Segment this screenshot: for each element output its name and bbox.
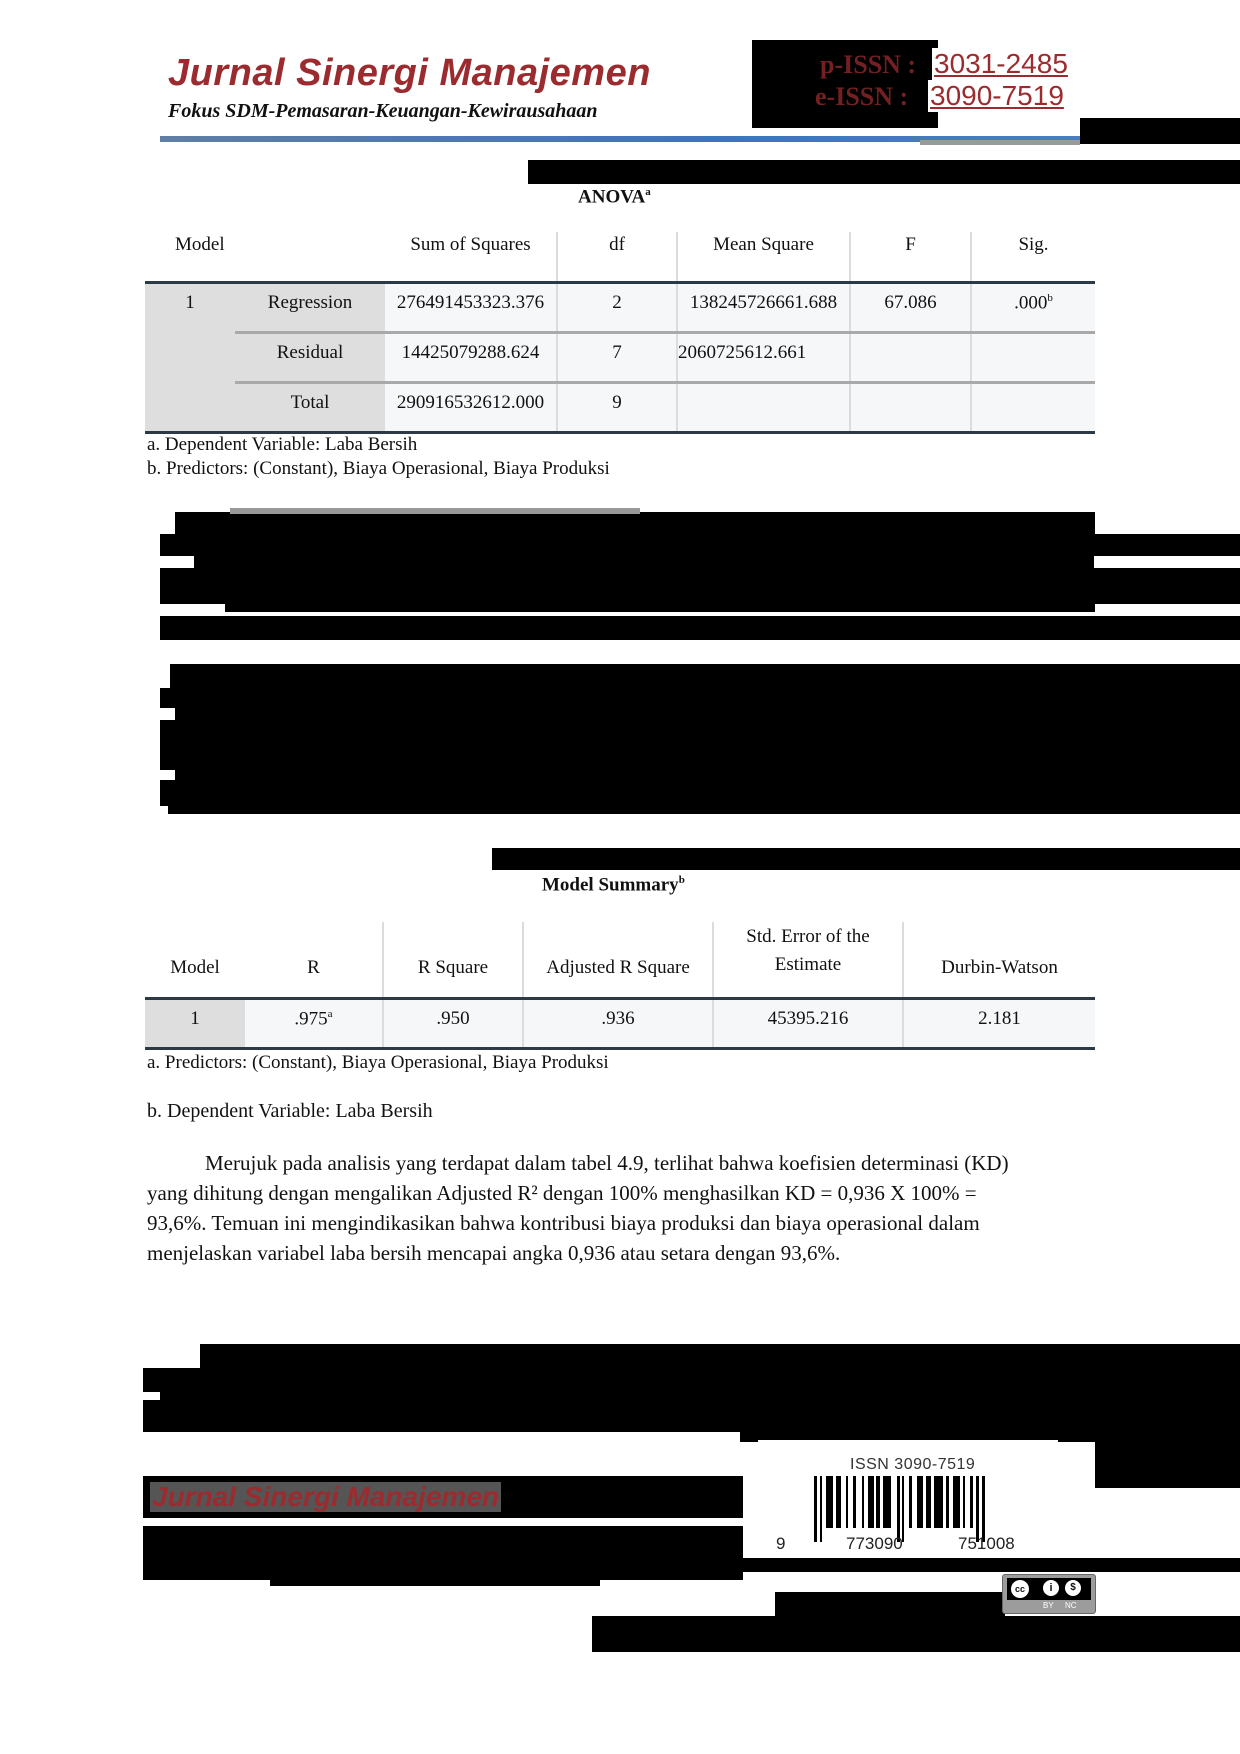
redacted-text — [270, 1578, 600, 1586]
anova-title: ANOVA$^a$ — [578, 186, 651, 208]
col-header-df: df — [557, 232, 677, 282]
cell-durbin-watson: 2.181 — [903, 998, 1095, 1048]
redacted-text — [592, 1616, 1240, 1652]
model-summary-header-row — [145, 922, 1095, 998]
cell-adjusted-r-square: .936 — [523, 998, 713, 1048]
table-row — [145, 998, 1095, 1048]
anova-footnote-a: a. Dependent Variable: Laba Bersih — [147, 434, 418, 455]
redacted-text — [170, 664, 1240, 688]
p-issn-link[interactable]: 3031-2485 — [934, 48, 1068, 79]
anova-footnote-b: b. Predictors: (Constant), Biaya Operasional, Biaya Produksi — [147, 458, 610, 479]
body-paragraph — [147, 1148, 1087, 1268]
header-rule-shadow — [920, 140, 1080, 145]
col-header-r-square: R Square — [383, 922, 523, 998]
cell-df: 2 — [557, 282, 677, 332]
redacted-text — [160, 688, 1240, 708]
model-summary-title: Model Summary$^b$ — [542, 874, 685, 896]
redacted-text — [740, 1558, 1240, 1572]
cell-r-square: .950 — [383, 998, 523, 1048]
journal-subtitle: Fokus SDM-Pemasaran-Keuangan-Kewirausahaan — [168, 100, 598, 122]
col-header-durbin-watson: Durbin-Watson — [903, 922, 1095, 998]
footer-journal-title: Jurnal Sinergi Manajemen — [152, 1481, 499, 1512]
paragraph-line: 93,6%. Temuan ini mengindikasikan bahwa kontribusi biaya produksi dan biaya operasional dalam — [147, 1211, 980, 1235]
col-header-model: Model — [170, 956, 220, 978]
redacted-text — [1095, 1440, 1240, 1488]
noncommercial-icon: $ — [1065, 1580, 1081, 1596]
issn-block — [810, 48, 1080, 128]
redacted-text — [160, 534, 1240, 556]
model-summary-footnote-a: a. Predictors: (Constant), Biaya Operasional, Biaya Produksi — [147, 1052, 609, 1073]
table-row — [145, 382, 1095, 432]
model-summary-footnote-b: b. Dependent Variable: Laba Bersih — [147, 1100, 433, 1122]
cell-sum-of-squares: 276491453323.376 — [385, 282, 557, 332]
redacted-text — [143, 1556, 743, 1580]
col-header-sum-of-squares: Sum of Squares — [410, 234, 531, 255]
redacted-text — [168, 806, 1240, 814]
anova-table — [145, 232, 1095, 434]
cell-f — [850, 382, 971, 432]
redaction-block — [1080, 118, 1240, 144]
row-label: Regression — [235, 282, 385, 332]
barcode-bars — [814, 1476, 985, 1542]
table-row — [145, 332, 1095, 382]
journal-title: Jurnal Sinergi Manajemen — [168, 52, 651, 94]
cell-mean-square: 138245726661.688 — [677, 282, 850, 332]
attribution-icon: i — [1043, 1580, 1059, 1596]
paragraph-line: yang dihitung dengan mengalikan Adjusted R² dengan 100% menghasilkan KD = 0,936 X 100% = — [147, 1181, 977, 1205]
redacted-text — [160, 616, 1240, 640]
redacted-text — [160, 1390, 1240, 1400]
col-header-adjusted-r-square: Adjusted R Square — [523, 922, 713, 998]
issn-barcode — [758, 1440, 1058, 1558]
redacted-caption — [492, 848, 1240, 870]
col-header-mean-square: Mean Square — [677, 232, 850, 282]
cell-model: 1 — [145, 998, 245, 1048]
col-header-f: F — [850, 232, 971, 282]
table-row — [145, 282, 1095, 332]
cc-icon: cc — [1009, 1578, 1031, 1600]
cell-sum-of-squares: 14425079288.624 — [385, 332, 557, 382]
redacted-text — [200, 1344, 1240, 1368]
cell-sig: .000$^b$ — [971, 282, 1095, 332]
e-issn-label: e-ISSN : — [815, 82, 909, 111]
barcode-issn-label: ISSN 3090-7519 — [850, 1456, 976, 1473]
col-header-r: R — [307, 956, 320, 978]
redacted-text — [143, 1526, 743, 1556]
model-number: 1 — [145, 282, 235, 432]
redacted-text — [175, 770, 1240, 780]
col-header-sig: Sig. — [971, 232, 1095, 282]
model-summary-table — [145, 922, 1095, 1050]
cell-sig — [971, 332, 1095, 382]
cell-r: .975$^a$ — [245, 998, 383, 1048]
barcode-digits-left: 773090 — [846, 1534, 903, 1553]
cell-f — [850, 332, 971, 382]
license-label-nc: NC — [1065, 1601, 1077, 1610]
redacted-text — [143, 1400, 1240, 1432]
barcode-digits-right: 751008 — [958, 1534, 1015, 1553]
redacted-caption — [528, 160, 1240, 184]
cell-sig — [971, 382, 1095, 432]
redacted-text — [225, 600, 1095, 612]
redacted-text — [160, 720, 1240, 770]
barcode-digit-prefix: 9 — [776, 1534, 786, 1553]
cc-license-badge[interactable] — [1002, 1574, 1096, 1614]
cell-std-error: 45395.216 — [713, 998, 903, 1048]
row-label: Total — [235, 382, 385, 432]
cell-f: 67.086 — [850, 282, 971, 332]
cell-df: 9 — [557, 382, 677, 432]
cell-sum-of-squares: 290916532612.000 — [385, 382, 557, 432]
license-label-by: BY — [1043, 1601, 1054, 1610]
redacted-text — [160, 780, 1240, 806]
redacted-text — [175, 512, 1095, 534]
e-issn-link[interactable]: 3090-7519 — [930, 80, 1064, 111]
cell-mean-square: 2060725612.661 — [677, 332, 850, 382]
p-issn-label: p-ISSN : — [820, 50, 917, 79]
anova-header-row — [145, 232, 1095, 282]
col-header-model: Model — [175, 234, 225, 255]
paragraph-line: menjelaskan variabel laba bersih mencapai angka 0,936 atau setara dengan 93,6%. — [147, 1241, 841, 1265]
col-header-std-error: Std. Error of the Estimate — [713, 922, 903, 998]
cell-df: 7 — [557, 332, 677, 382]
redacted-text — [160, 568, 1240, 604]
cell-mean-square — [677, 382, 850, 432]
redacted-text-edge — [230, 508, 640, 514]
row-label: Residual — [235, 332, 385, 382]
redacted-text — [143, 1368, 1240, 1392]
paragraph-line: Merujuk pada analisis yang terdapat dalam tabel 4.9, terlihat bahwa koefisien determinasi (KD) — [205, 1151, 1009, 1175]
